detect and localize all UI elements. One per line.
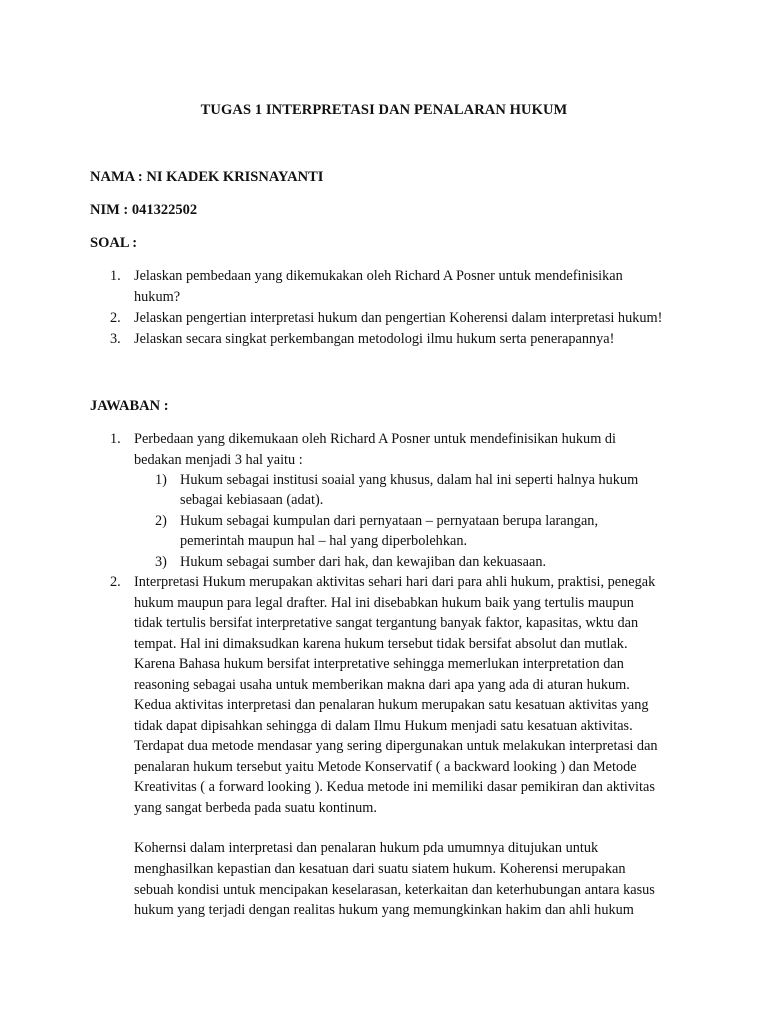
jawaban-2-para2-line-4: hukum yang terjadi dengan realitas hukum yang memungkinkan hakim dan ahli hukum <box>134 902 634 918</box>
jawaban-heading: JAWABAN : <box>90 398 169 414</box>
jawaban-2-para1-line-12: yang sangat berbeda pada suatu kontinum. <box>134 800 377 816</box>
student-name: NAMA : NI KADEK KRISNAYANTI <box>90 169 324 185</box>
jawaban-1-point-2-line-2: pemerintah maupun hal – hal yang diperbolehkan. <box>180 533 468 549</box>
jawaban-1-point-1-number: 1) <box>155 472 167 488</box>
soal-2-line-1: Jelaskan pengertian interpretasi hukum dan pengertian Koherensi dalam interpretasi hukum! <box>134 310 663 326</box>
document-title: TUGAS 1 INTERPRETASI DAN PENALARAN HUKUM <box>200 102 568 118</box>
jawaban-1-intro-line-2: bedakan menjadi 3 hal yaitu : <box>134 452 303 468</box>
jawaban-2-para1-line-10: penalaran hukum tersebut yaitu Metode Konservatif ( a backward looking ) dan Metode <box>134 759 637 775</box>
jawaban-2-para1-line-5: Karena Bahasa hukum bersifat interpretative sehingga memerlukan interpretation dan <box>134 656 624 672</box>
jawaban-1-point-1-line-1: Hukum sebagai institusi soaial yang khusus, dalam hal ini seperti halnya hukum <box>180 472 639 488</box>
soal-3-line-1: Jelaskan secara singkat perkembangan metodologi ilmu hukum serta penerapannya! <box>134 331 615 347</box>
jawaban-2-para1-line-1: Interpretasi Hukum merupakan aktivitas sehari hari dari para ahli hukum, praktisi, penegak <box>134 574 656 590</box>
soal-1-line-1: Jelaskan pembedaan yang dikemukakan oleh Richard A Posner untuk mendefinisikan <box>134 268 623 284</box>
soal-2-number: 2. <box>110 310 121 326</box>
soal-heading: SOAL : <box>90 235 138 251</box>
jawaban-2-para2-line-2: menghasilkan kepastian dan kesatuan dari suatu siatem hukum. Koherensi merupakan <box>134 861 626 877</box>
soal-3-number: 3. <box>110 331 121 347</box>
jawaban-1-point-3-number: 3) <box>155 554 167 570</box>
jawaban-2-para1-line-6: reasoning sebagai usaha untuk memberikan makna dari apa yang ada di aturan hukum. <box>134 677 630 693</box>
jawaban-1-number: 1. <box>110 431 121 447</box>
student-id: NIM : 041322502 <box>90 202 198 218</box>
jawaban-1-point-1-line-2: sebagai kebiasaan (adat). <box>180 492 324 508</box>
soal-1-line-2: hukum? <box>134 289 181 305</box>
jawaban-1-point-2-line-1: Hukum sebagai kumpulan dari pernyataan – pernyataan berupa larangan, <box>180 513 599 529</box>
jawaban-2-para1-line-9: Terdapat dua metode mendasar yang sering dipergunakan untuk melakukan interpretasi dan <box>134 738 658 754</box>
soal-1-number: 1. <box>110 268 121 284</box>
jawaban-2-number: 2. <box>110 574 121 590</box>
jawaban-2-para2-line-1: Kohernsi dalam interpretasi dan penalaran hukum pda umumnya ditujukan untuk <box>134 840 599 856</box>
jawaban-1-intro-line-1: Perbedaan yang dikemukaan oleh Richard A Posner untuk mendefinisikan hukum di <box>134 431 617 447</box>
jawaban-2-para1-line-11: Kreativitas ( a forward looking ). Kedua metode ini memiliki dasar pemikiran dan aktivitas <box>134 779 655 795</box>
jawaban-2-para1-line-7: Kedua aktivitas interpretasi dan penalaran hukum merupakan satu kesatuan aktivitas yang <box>134 697 649 713</box>
jawaban-1-point-2-number: 2) <box>155 513 167 529</box>
jawaban-2-para1-line-2: hukum maupun para legal drafter. Hal ini disebabkan hukum baik yang tertulis maupun <box>134 595 634 611</box>
jawaban-1-point-3-line-1: Hukum sebagai sumber dari hak, dan kewajiban dan kekuasaan. <box>180 554 547 570</box>
jawaban-2-para1-line-3: tidak tertulis bersifat interpretative sangat tergantung banyak faktor, kapasitas, wktu dan <box>134 615 639 631</box>
jawaban-2-para1-line-4: tempat. Hal ini dimaksudkan karena hukum tersebut tidak bersifat absolut dan mutlak. <box>134 636 628 652</box>
jawaban-2-para1-line-8: tidak dapat dipisahkan sehingga di dalam Ilmu Hukum menjadi satu kesatuan aktivitas. <box>134 718 633 734</box>
jawaban-2-para2-line-3: sebuah kondisi untuk mencipakan keselarasan, keterkaitan dan keterhubungan antara kasus <box>134 882 655 898</box>
